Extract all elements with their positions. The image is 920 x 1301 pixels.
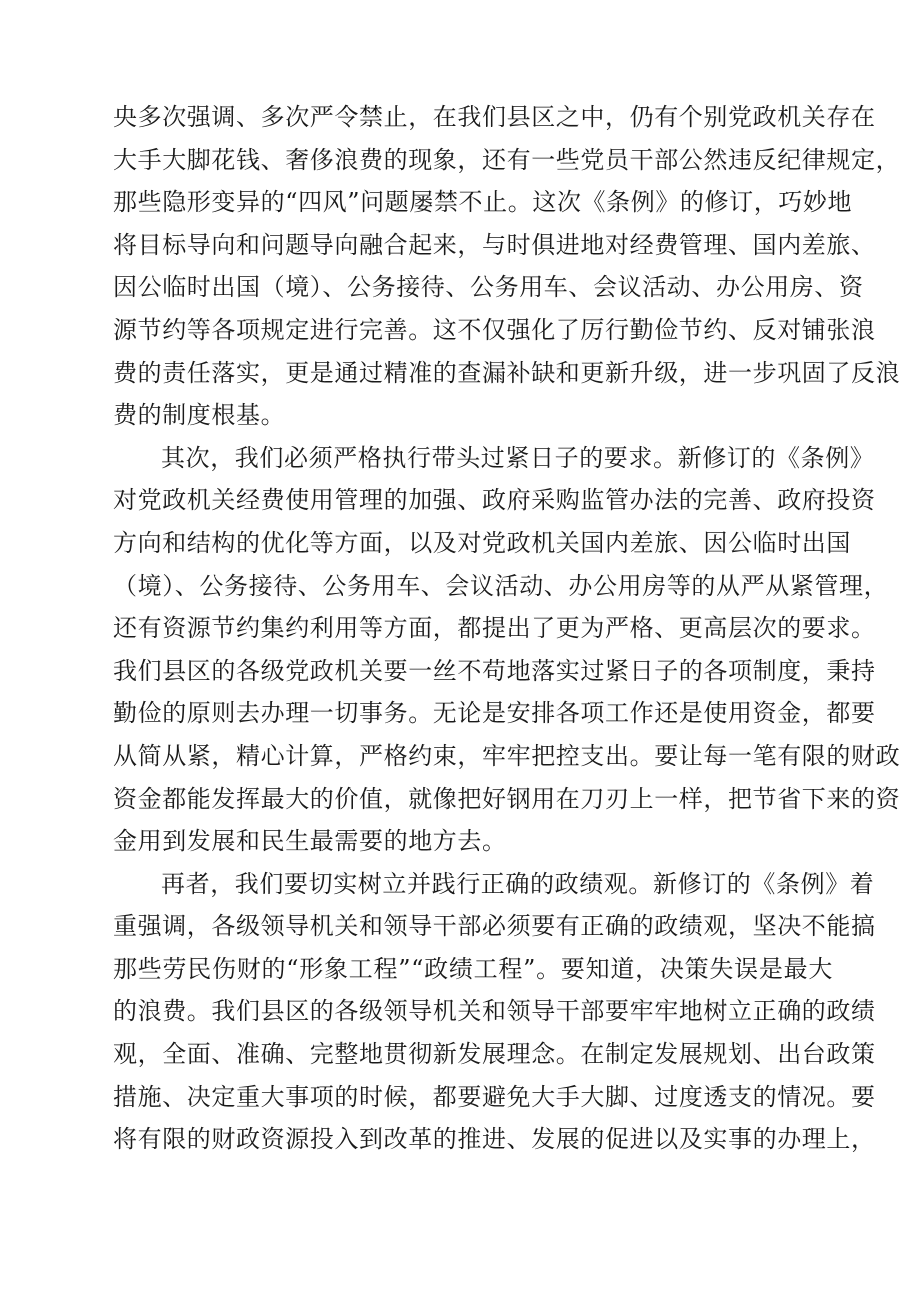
paragraph-1-line-7: 费的责任落实，更是通过精准的查漏补缺和更新升级，进一步巩固了反浪 — [113, 358, 901, 387]
paragraph-2-line-2: 对党政机关经费使用管理的加强、政府采购监管办法的完善、政府投资 — [113, 486, 876, 515]
paragraph-1-line-2: 大手大脚花钱、奢侈浪费的现象，还有一些党员干部公然违反纪律规定， — [113, 145, 901, 174]
body-text — [113, 96, 901, 1161]
paragraph-1-line-4: 将目标导向和问题导向融合起来，与时俱进地对经费管理、国内差旅、 — [113, 230, 876, 259]
paragraph-1-line-5: 因公临时出国（境）、公务接待、公务用车、会议活动、办公用房、资 — [113, 273, 864, 302]
paragraph-1-line-1: 央多次强调、多次严令禁止，在我们县区之中，仍有个别党政机关存在 — [113, 103, 876, 131]
paragraph-3-line-6: 措施、决定重大事项的时候，都要避免大手大脚、过度透支的情况。要 — [113, 1082, 876, 1111]
paragraph-3-line-5: 观，全面、准确、完整地贯彻新发展理念。在制定发展规划、出台政策 — [113, 1040, 876, 1069]
paragraph-2-line-9: 资金都能发挥最大的价值，就像把好钢用在刀刃上一样，把节省下来的资 — [113, 784, 901, 813]
paragraph-2-line-7: 勤俭的原则去办理一切事务。无论是安排各项工作还是使用资金，都要 — [113, 699, 876, 728]
paragraph-2-line-6: 我们县区的各级党政机关要一丝不苟地落实过紧日子的各项制度，秉持 — [113, 656, 876, 685]
paragraph-2-line-4: （境）、公务接待、公务用车、会议活动、办公用房等的从严从紧管理， — [113, 571, 889, 600]
paragraph-3-line-3: 那些劳民伤财的“形象工程”“政绩工程”。要知道，决策失误是最大 — [113, 954, 833, 983]
paragraph-2-line-3: 方向和结构的优化等方面，以及对党政机关国内差旅、因公临时出国 — [113, 528, 851, 557]
paragraph-1-line-3: 那些隐形变异的“四风”问题屡禁不止。这次《条例》的修订，巧妙地 — [113, 188, 853, 217]
paragraph-2-line-8: 从简从紧，精心计算，严格约束，牢牢把控支出。要让每一笔有限的财政 — [113, 741, 901, 770]
paragraph-2-line-10: 金用到发展和民生最需要的地方去。 — [113, 827, 507, 856]
paragraph-3-line-7: 将有限的财政资源投入到改革的推进、发展的促进以及实事的办理上， — [113, 1125, 876, 1154]
paragraph-3-line-1: 再者，我们要切实树立并践行正确的政绩观。新修订的《条例》着 — [161, 869, 875, 898]
paragraph-3-line-4: 的浪费。我们县区的各级领导机关和领导干部要牢牢地树立正确的政绩 — [113, 997, 876, 1026]
paragraph-3-line-2: 重强调，各级领导机关和领导干部必须要有正确的政绩观，坚决不能搞 — [113, 912, 876, 941]
paragraph-2-line-5: 还有资源节约集约利用等方面，都提出了更为严格、更高层次的要求。 — [113, 614, 876, 643]
paragraph-1-line-8: 费的制度根基。 — [113, 401, 286, 430]
paragraph-1-line-6: 源节约等各项规定进行完善。这不仅强化了厉行勤俭节约、反对铺张浪 — [113, 315, 876, 344]
paragraph-2-line-1: 其次，我们必须严格执行带头过紧日子的要求。新修订的《条例》 — [161, 443, 875, 472]
